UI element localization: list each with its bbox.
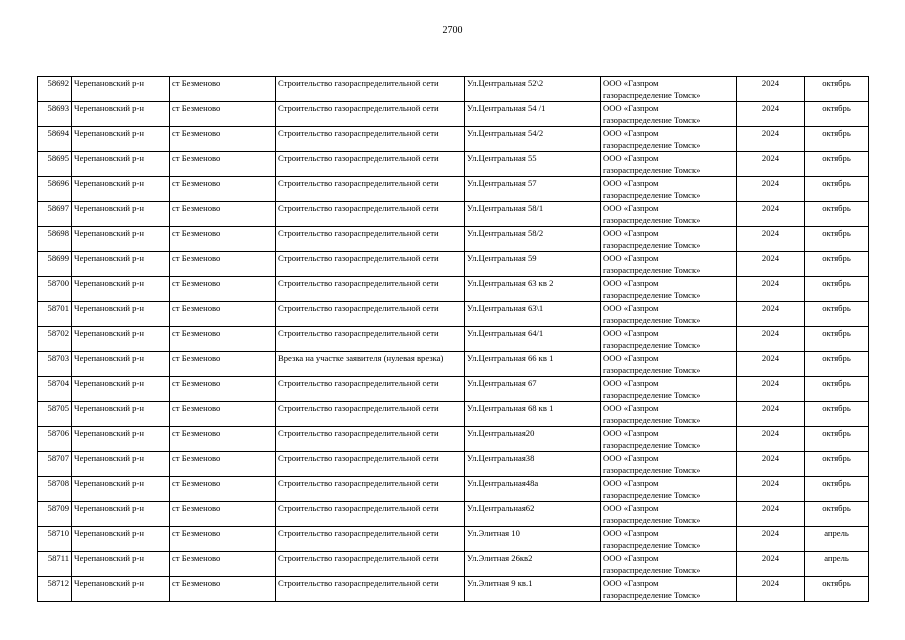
cell-month: октябрь: [805, 477, 869, 502]
org-name-line-2: газораспределение Томск»: [603, 290, 701, 300]
cell-id: 58699: [38, 252, 72, 277]
cell-district: Черепановский р-н: [72, 302, 170, 327]
cell-address: Ул.Центральная48а: [465, 477, 601, 502]
cell-address: Ул.Центральная 57: [465, 177, 601, 202]
org-name-line-2: газораспределение Томск»: [603, 315, 701, 325]
table-row: [38, 427, 869, 452]
cell-organization: [601, 302, 737, 327]
cell-district: Черепановский р-н: [72, 152, 170, 177]
cell-address: Ул.Центральная 68 кв 1: [465, 402, 601, 427]
cell-id: 58701: [38, 302, 72, 327]
cell-organization: [601, 527, 737, 552]
cell-work-type: Строительство газораспределительной сети: [276, 202, 465, 227]
cell-locality: ст Безменово: [170, 252, 276, 277]
cell-organization: [601, 402, 737, 427]
table-row: [38, 377, 869, 402]
cell-id: 58702: [38, 327, 72, 352]
cell-id: 58712: [38, 577, 72, 602]
cell-address: Ул.Элитная 10: [465, 527, 601, 552]
cell-organization: [601, 577, 737, 602]
cell-locality: ст Безменово: [170, 377, 276, 402]
cell-work-type: Строительство газораспределительной сети: [276, 377, 465, 402]
cell-id: 58695: [38, 152, 72, 177]
table-row: [38, 152, 869, 177]
org-name-line-1: ООО «Газпром: [603, 78, 659, 88]
org-name-line-1: ООО «Газпром: [603, 303, 659, 313]
cell-id: 58709: [38, 502, 72, 527]
cell-work-type: Строительство газораспределительной сети: [276, 402, 465, 427]
cell-year: 2024: [737, 277, 805, 302]
cell-address: Ул.Центральная 63\1: [465, 302, 601, 327]
cell-month: октябрь: [805, 177, 869, 202]
cell-organization: [601, 452, 737, 477]
cell-year: 2024: [737, 127, 805, 152]
org-name-line-2: газораспределение Томск»: [603, 590, 701, 600]
cell-locality: ст Безменово: [170, 227, 276, 252]
table-row: [38, 552, 869, 577]
org-name-line-1: ООО «Газпром: [603, 378, 659, 388]
table-row: [38, 527, 869, 552]
table-row: [38, 302, 869, 327]
cell-address: Ул.Элитная 9 кв.1: [465, 577, 601, 602]
org-name-line-2: газораспределение Томск»: [603, 540, 701, 550]
table-row: [38, 252, 869, 277]
cell-locality: ст Безменово: [170, 527, 276, 552]
org-name-line-1: ООО «Газпром: [603, 453, 659, 463]
cell-year: 2024: [737, 452, 805, 477]
cell-address: Ул.Центральная 52\2: [465, 77, 601, 102]
cell-locality: ст Безменово: [170, 402, 276, 427]
org-name-line-1: ООО «Газпром: [603, 403, 659, 413]
cell-address: Ул.Центральная 64/1: [465, 327, 601, 352]
org-name-line-1: ООО «Газпром: [603, 203, 659, 213]
cell-organization: [601, 152, 737, 177]
cell-id: 58700: [38, 277, 72, 302]
org-name-line-2: газораспределение Томск»: [603, 240, 701, 250]
cell-work-type: Строительство газораспределительной сети: [276, 577, 465, 602]
cell-id: 58698: [38, 227, 72, 252]
cell-id: 58693: [38, 102, 72, 127]
cell-month: октябрь: [805, 77, 869, 102]
cell-work-type: Врезка на участке заявителя (нулевая врезка): [276, 352, 465, 377]
org-name-line-2: газораспределение Томск»: [603, 340, 701, 350]
cell-address: Ул.Центральная 54 /1: [465, 102, 601, 127]
org-name-line-1: ООО «Газпром: [603, 128, 659, 138]
cell-id: 58705: [38, 402, 72, 427]
cell-year: 2024: [737, 577, 805, 602]
cell-organization: [601, 427, 737, 452]
cell-locality: ст Безменово: [170, 327, 276, 352]
cell-locality: ст Безменово: [170, 577, 276, 602]
cell-month: октябрь: [805, 327, 869, 352]
cell-year: 2024: [737, 202, 805, 227]
cell-id: 58706: [38, 427, 72, 452]
cell-id: 58708: [38, 477, 72, 502]
cell-district: Черепановский р-н: [72, 252, 170, 277]
cell-work-type: Строительство газораспределительной сети: [276, 227, 465, 252]
cell-month: октябрь: [805, 377, 869, 402]
org-name-line-2: газораспределение Томск»: [603, 465, 701, 475]
cell-work-type: Строительство газораспределительной сети: [276, 327, 465, 352]
org-name-line-1: ООО «Газпром: [603, 578, 659, 588]
cell-year: 2024: [737, 477, 805, 502]
cell-work-type: Строительство газораспределительной сети: [276, 252, 465, 277]
cell-organization: [601, 127, 737, 152]
cell-id: 58710: [38, 527, 72, 552]
cell-year: 2024: [737, 402, 805, 427]
cell-organization: [601, 477, 737, 502]
cell-district: Черепановский р-н: [72, 502, 170, 527]
cell-month: октябрь: [805, 252, 869, 277]
table-row: [38, 227, 869, 252]
org-name-line-2: газораспределение Томск»: [603, 415, 701, 425]
cell-work-type: Строительство газораспределительной сети: [276, 277, 465, 302]
org-name-line-1: ООО «Газпром: [603, 178, 659, 188]
cell-month: апрель: [805, 527, 869, 552]
cell-address: Ул.Центральная 58/2: [465, 227, 601, 252]
org-name-line-2: газораспределение Томск»: [603, 365, 701, 375]
table-row: [38, 477, 869, 502]
cell-organization: [601, 502, 737, 527]
cell-locality: ст Безменово: [170, 427, 276, 452]
org-name-line-2: газораспределение Томск»: [603, 165, 701, 175]
cell-year: 2024: [737, 502, 805, 527]
cell-work-type: Строительство газораспределительной сети: [276, 302, 465, 327]
org-name-line-2: газораспределение Томск»: [603, 490, 701, 500]
cell-work-type: Строительство газораспределительной сети: [276, 527, 465, 552]
cell-district: Черепановский р-н: [72, 527, 170, 552]
cell-month: октябрь: [805, 227, 869, 252]
cell-organization: [601, 277, 737, 302]
org-name-line-2: газораспределение Томск»: [603, 565, 701, 575]
cell-year: 2024: [737, 252, 805, 277]
cell-locality: ст Безменово: [170, 352, 276, 377]
org-name-line-1: ООО «Газпром: [603, 553, 659, 563]
cell-address: Ул.Центральная 55: [465, 152, 601, 177]
cell-year: 2024: [737, 102, 805, 127]
org-name-line-2: газораспределение Томск»: [603, 390, 701, 400]
org-name-line-1: ООО «Газпром: [603, 478, 659, 488]
cell-id: 58703: [38, 352, 72, 377]
cell-organization: [601, 102, 737, 127]
cell-year: 2024: [737, 177, 805, 202]
table-row: [38, 102, 869, 127]
cell-address: Ул.Элитная 26кв2: [465, 552, 601, 577]
cell-address: Ул.Центральная 67: [465, 377, 601, 402]
cell-address: Ул.Центральная 54/2: [465, 127, 601, 152]
cell-year: 2024: [737, 527, 805, 552]
cell-address: Ул.Центральная20: [465, 427, 601, 452]
cell-work-type: Строительство газораспределительной сети: [276, 502, 465, 527]
cell-address: Ул.Центральная 66 кв 1: [465, 352, 601, 377]
cell-district: Черепановский р-н: [72, 377, 170, 402]
cell-locality: ст Безменово: [170, 202, 276, 227]
cell-id: 58697: [38, 202, 72, 227]
cell-year: 2024: [737, 552, 805, 577]
cell-year: 2024: [737, 227, 805, 252]
cell-district: Черепановский р-н: [72, 552, 170, 577]
org-name-line-1: ООО «Газпром: [603, 253, 659, 263]
org-name-line-2: газораспределение Томск»: [603, 440, 701, 450]
cell-district: Черепановский р-н: [72, 227, 170, 252]
cell-district: Черепановский р-н: [72, 102, 170, 127]
cell-organization: [601, 327, 737, 352]
cell-address: Ул.Центральная 63 кв 2: [465, 277, 601, 302]
cell-district: Черепановский р-н: [72, 327, 170, 352]
cell-work-type: Строительство газораспределительной сети: [276, 152, 465, 177]
cell-locality: ст Безменово: [170, 277, 276, 302]
cell-month: октябрь: [805, 152, 869, 177]
cell-locality: ст Безменово: [170, 77, 276, 102]
cell-locality: ст Безменово: [170, 152, 276, 177]
org-name-line-2: газораспределение Томск»: [603, 215, 701, 225]
cell-month: октябрь: [805, 127, 869, 152]
cell-address: Ул.Центральная62: [465, 502, 601, 527]
cell-work-type: Строительство газораспределительной сети: [276, 552, 465, 577]
table-row: [38, 452, 869, 477]
cell-locality: ст Безменово: [170, 127, 276, 152]
cell-month: октябрь: [805, 302, 869, 327]
cell-address: Ул.Центральная38: [465, 452, 601, 477]
page-number: 2700: [442, 25, 463, 36]
cell-year: 2024: [737, 427, 805, 452]
cell-district: Черепановский р-н: [72, 427, 170, 452]
cell-id: 58704: [38, 377, 72, 402]
table-row: [38, 177, 869, 202]
org-name-line-1: ООО «Газпром: [603, 428, 659, 438]
cell-id: 58692: [38, 77, 72, 102]
cell-district: Черепановский р-н: [72, 402, 170, 427]
table-row: [38, 577, 869, 602]
cell-id: 58707: [38, 452, 72, 477]
cell-month: октябрь: [805, 427, 869, 452]
org-name-line-1: ООО «Газпром: [603, 528, 659, 538]
cell-address: Ул.Центральная 59: [465, 252, 601, 277]
org-name-line-1: ООО «Газпром: [603, 228, 659, 238]
cell-work-type: Строительство газораспределительной сети: [276, 427, 465, 452]
cell-work-type: Строительство газораспределительной сети: [276, 102, 465, 127]
cell-work-type: Строительство газораспределительной сети: [276, 477, 465, 502]
cell-organization: [601, 202, 737, 227]
cell-year: 2024: [737, 327, 805, 352]
table-row: [38, 202, 869, 227]
cell-id: 58711: [38, 552, 72, 577]
cell-work-type: Строительство газораспределительной сети: [276, 452, 465, 477]
cell-month: октябрь: [805, 202, 869, 227]
cell-month: октябрь: [805, 577, 869, 602]
org-name-line-2: газораспределение Томск»: [603, 115, 701, 125]
table-row: [38, 77, 869, 102]
cell-organization: [601, 552, 737, 577]
cell-locality: ст Безменово: [170, 177, 276, 202]
cell-district: Черепановский р-н: [72, 77, 170, 102]
org-name-line-1: ООО «Газпром: [603, 328, 659, 338]
cell-organization: [601, 352, 737, 377]
cell-year: 2024: [737, 152, 805, 177]
table-body: [38, 77, 869, 602]
org-name-line-2: газораспределение Томск»: [603, 140, 701, 150]
cell-year: 2024: [737, 377, 805, 402]
org-name-line-1: ООО «Газпром: [603, 278, 659, 288]
cell-month: октябрь: [805, 402, 869, 427]
table-row: [38, 277, 869, 302]
cell-organization: [601, 177, 737, 202]
cell-district: Черепановский р-н: [72, 202, 170, 227]
org-name-line-2: газораспределение Томск»: [603, 515, 701, 525]
cell-district: Черепановский р-н: [72, 452, 170, 477]
cell-month: октябрь: [805, 452, 869, 477]
cell-id: 58694: [38, 127, 72, 152]
cell-id: 58696: [38, 177, 72, 202]
cell-locality: ст Безменово: [170, 452, 276, 477]
cell-year: 2024: [737, 352, 805, 377]
table-row: [38, 502, 869, 527]
cell-month: октябрь: [805, 502, 869, 527]
cell-address: Ул.Центральная 58/1: [465, 202, 601, 227]
cell-work-type: Строительство газораспределительной сети: [276, 177, 465, 202]
cell-district: Черепановский р-н: [72, 352, 170, 377]
cell-month: апрель: [805, 552, 869, 577]
cell-work-type: Строительство газораспределительной сети: [276, 77, 465, 102]
cell-district: Черепановский р-н: [72, 127, 170, 152]
cell-organization: [601, 77, 737, 102]
cell-organization: [601, 252, 737, 277]
cell-locality: ст Безменово: [170, 302, 276, 327]
org-name-line-1: ООО «Газпром: [603, 103, 659, 113]
org-name-line-1: ООО «Газпром: [603, 353, 659, 363]
cell-work-type: Строительство газораспределительной сети: [276, 127, 465, 152]
cell-year: 2024: [737, 302, 805, 327]
registry-table: [37, 76, 869, 602]
table-row: [38, 327, 869, 352]
table-row: [38, 352, 869, 377]
cell-district: Черепановский р-н: [72, 577, 170, 602]
cell-district: Черепановский р-н: [72, 477, 170, 502]
cell-month: октябрь: [805, 277, 869, 302]
cell-organization: [601, 377, 737, 402]
org-name-line-2: газораспределение Томск»: [603, 190, 701, 200]
cell-month: октябрь: [805, 102, 869, 127]
cell-month: октябрь: [805, 352, 869, 377]
table-row: [38, 402, 869, 427]
org-name-line-2: газораспределение Томск»: [603, 265, 701, 275]
cell-locality: ст Безменово: [170, 502, 276, 527]
org-name-line-2: газораспределение Томск»: [603, 90, 701, 100]
org-name-line-1: ООО «Газпром: [603, 153, 659, 163]
cell-district: Черепановский р-н: [72, 277, 170, 302]
cell-organization: [601, 227, 737, 252]
cell-locality: ст Безменово: [170, 552, 276, 577]
cell-locality: ст Безменово: [170, 477, 276, 502]
cell-district: Черепановский р-н: [72, 177, 170, 202]
org-name-line-1: ООО «Газпром: [603, 503, 659, 513]
table-row: [38, 127, 869, 152]
cell-year: 2024: [737, 77, 805, 102]
cell-locality: ст Безменово: [170, 102, 276, 127]
